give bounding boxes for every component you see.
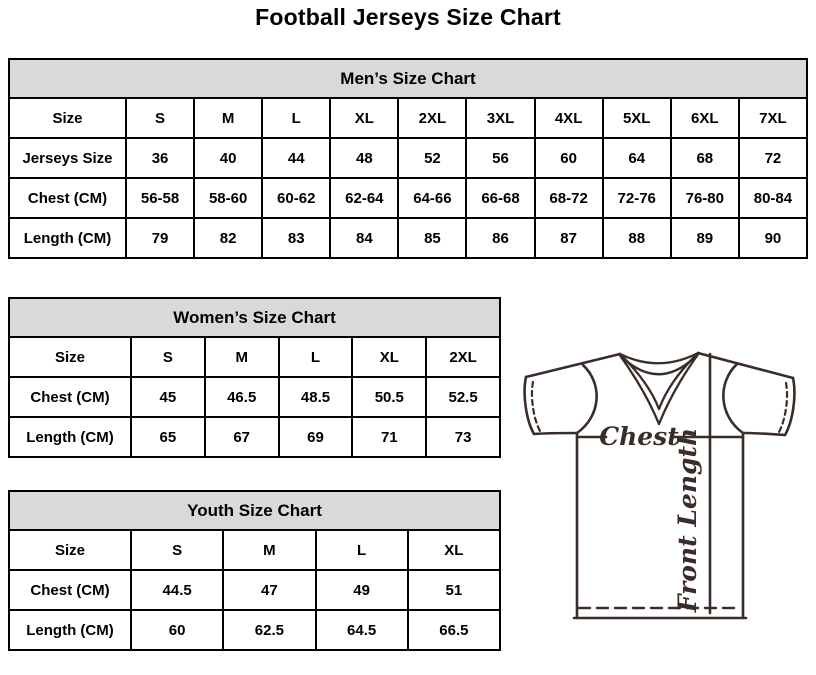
mens-size-chart-table: [8, 58, 808, 259]
value-cell: S: [131, 530, 223, 570]
value-cell: 47: [223, 570, 315, 610]
chest-label: Chest: [599, 422, 679, 451]
value-cell: 36: [126, 138, 194, 178]
value-cell: 65: [131, 417, 205, 457]
value-cell: 72-76: [603, 178, 671, 218]
table-title: Men’s Size Chart: [9, 59, 807, 98]
value-cell: 58-60: [194, 178, 262, 218]
row-header-cell: Length (CM): [9, 218, 126, 258]
value-cell: XL: [352, 337, 426, 377]
row-header-cell: Jerseys Size: [9, 138, 126, 178]
value-cell: 90: [739, 218, 807, 258]
value-cell: 64-66: [398, 178, 466, 218]
jersey-outline: [525, 353, 795, 618]
value-cell: M: [205, 337, 279, 377]
value-cell: S: [131, 337, 205, 377]
value-cell: 56: [466, 138, 534, 178]
value-cell: L: [262, 98, 330, 138]
value-cell: 85: [398, 218, 466, 258]
value-cell: 67: [205, 417, 279, 457]
value-cell: 80-84: [739, 178, 807, 218]
value-cell: 82: [194, 218, 262, 258]
value-cell: 66.5: [408, 610, 500, 650]
value-cell: XL: [330, 98, 398, 138]
table-title: Women’s Size Chart: [9, 298, 500, 337]
value-cell: 60: [131, 610, 223, 650]
value-cell: 45: [131, 377, 205, 417]
row-header-cell: Size: [9, 337, 131, 377]
value-cell: 5XL: [603, 98, 671, 138]
value-cell: 60: [535, 138, 603, 178]
value-cell: 60-62: [262, 178, 330, 218]
value-cell: M: [194, 98, 262, 138]
value-cell: 84: [330, 218, 398, 258]
row-header-cell: Chest (CM): [9, 178, 126, 218]
row-header-cell: Size: [9, 98, 126, 138]
row-header-cell: Chest (CM): [9, 377, 131, 417]
value-cell: 89: [671, 218, 739, 258]
value-cell: 71: [352, 417, 426, 457]
value-cell: 72: [739, 138, 807, 178]
value-cell: S: [126, 98, 194, 138]
value-cell: 6XL: [671, 98, 739, 138]
row-header-cell: Size: [9, 530, 131, 570]
value-cell: 52: [398, 138, 466, 178]
value-cell: 44: [262, 138, 330, 178]
value-cell: M: [223, 530, 315, 570]
row-header-cell: Chest (CM): [9, 570, 131, 610]
size-table: [8, 58, 808, 259]
value-cell: 2XL: [426, 337, 500, 377]
page-title: Football Jerseys Size Chart: [255, 4, 561, 30]
value-cell: 68-72: [535, 178, 603, 218]
value-cell: 62.5: [223, 610, 315, 650]
size-table: [8, 297, 501, 458]
value-cell: 64: [603, 138, 671, 178]
value-cell: 69: [279, 417, 353, 457]
value-cell: 86: [466, 218, 534, 258]
value-cell: 52.5: [426, 377, 500, 417]
front-length-label: Front Length: [673, 427, 702, 613]
jersey-collar: [619, 353, 699, 424]
value-cell: 64.5: [316, 610, 408, 650]
value-cell: 49: [316, 570, 408, 610]
row-header-cell: Length (CM): [9, 610, 131, 650]
table-title: Youth Size Chart: [9, 491, 500, 530]
value-cell: 44.5: [131, 570, 223, 610]
value-cell: 3XL: [466, 98, 534, 138]
youth-size-chart-table: [8, 490, 501, 651]
value-cell: 48: [330, 138, 398, 178]
value-cell: 68: [671, 138, 739, 178]
value-cell: 76-80: [671, 178, 739, 218]
value-cell: 83: [262, 218, 330, 258]
value-cell: 48.5: [279, 377, 353, 417]
measurement-lines: [579, 354, 743, 613]
value-cell: 66-68: [466, 178, 534, 218]
size-table: [8, 490, 501, 651]
value-cell: 87: [535, 218, 603, 258]
value-cell: 79: [126, 218, 194, 258]
value-cell: L: [316, 530, 408, 570]
value-cell: 4XL: [535, 98, 603, 138]
value-cell: 7XL: [739, 98, 807, 138]
value-cell: 46.5: [205, 377, 279, 417]
value-cell: 51: [408, 570, 500, 610]
value-cell: 62-64: [330, 178, 398, 218]
row-header-cell: Length (CM): [9, 417, 131, 457]
value-cell: 40: [194, 138, 262, 178]
value-cell: 73: [426, 417, 500, 457]
value-cell: 2XL: [398, 98, 466, 138]
value-cell: L: [279, 337, 353, 377]
value-cell: XL: [408, 530, 500, 570]
jersey-measurement-diagram: [510, 332, 816, 670]
value-cell: 50.5: [352, 377, 426, 417]
womens-size-chart-table: [8, 297, 501, 458]
value-cell: 56-58: [126, 178, 194, 218]
value-cell: 88: [603, 218, 671, 258]
